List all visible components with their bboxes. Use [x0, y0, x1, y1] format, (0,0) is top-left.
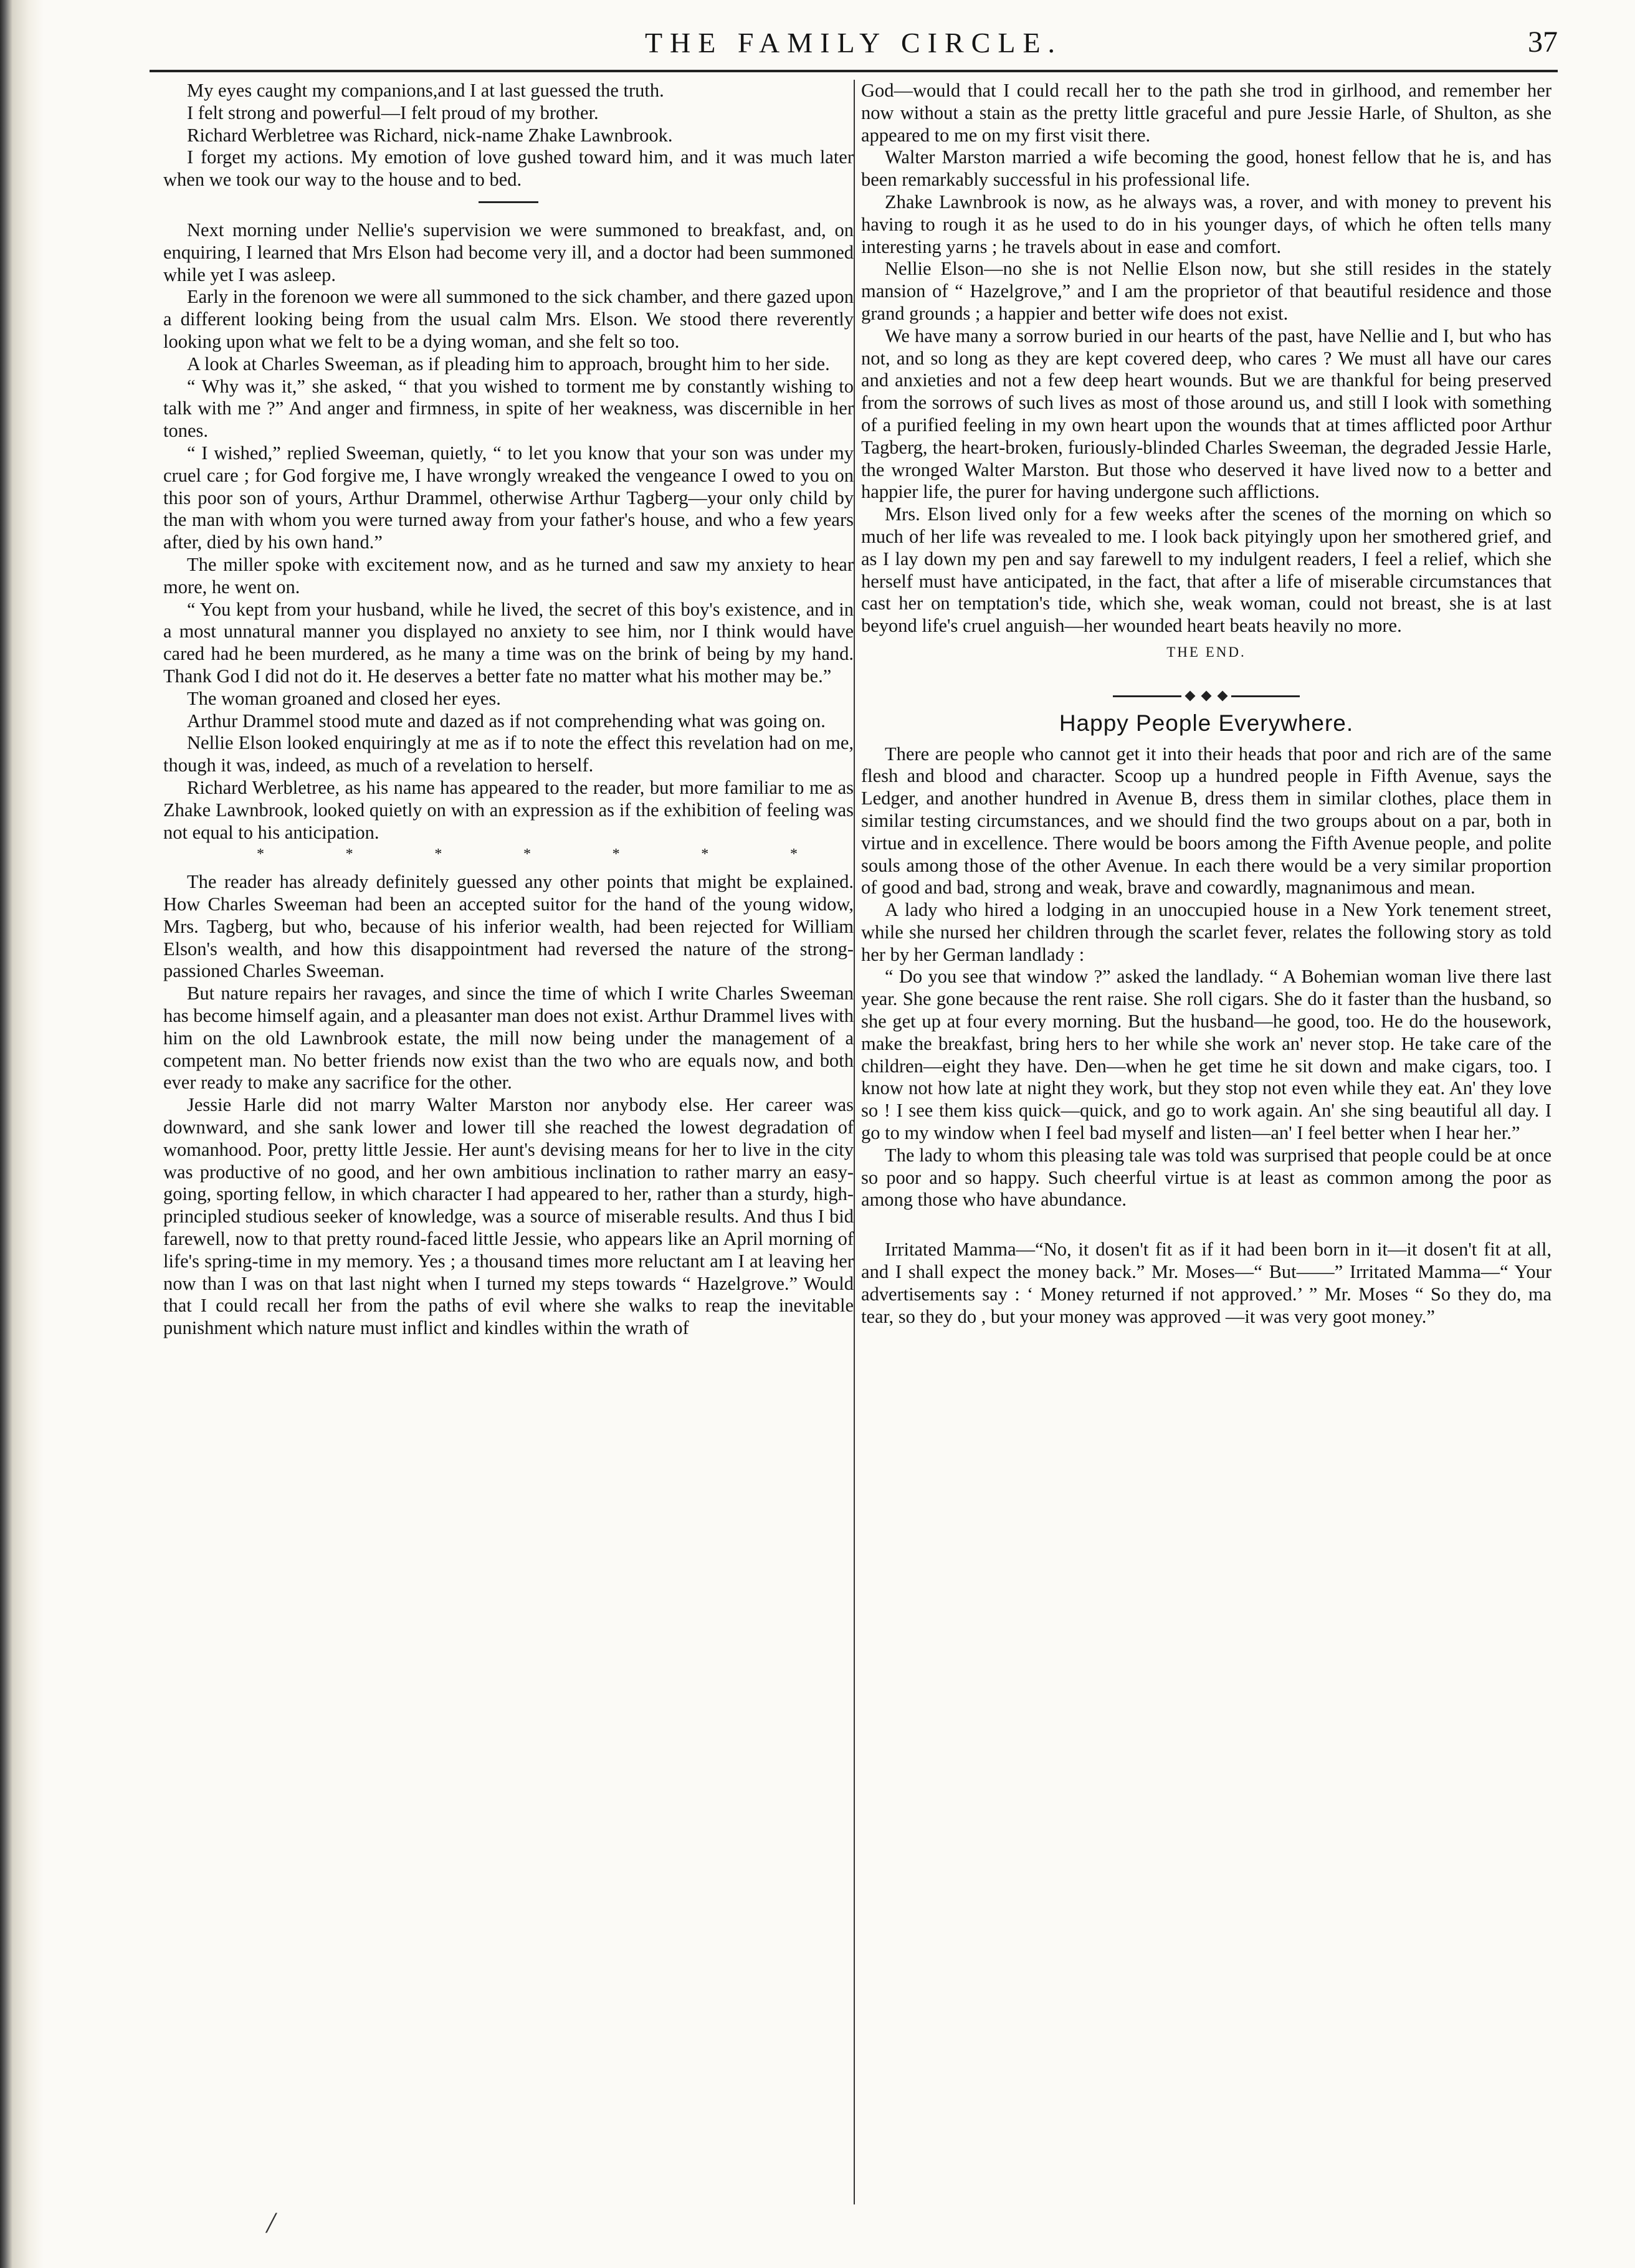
paragraph: Jessie Harle did not marry Walter Marston nor anybody else. Her career was downward, and she sank lower and lower till she reached the lowest degradation of womanhood. Poor, pretty little Jessie. Her aunt's devising means for her to live in the city was productive of no good, and her own ambitious inclination to rather marry an easy-going, sporting fellow, in which character I had appeared to her, rather than a sturdy, high-principled studious seeker of knowledge, was a source of miserable results. And thus I bid farewell, now to that pretty round-faced little Jessie, who appears like an April morning of life's spring-time in my memory. Yes ; a thousand times more reluctant am I at leaving her now than I was on that last night when I turned my steps towards “ Hazelgrove.” Would that I could recall her from the paths of evil where she walks to reap the inevitable punishment which nature must inflict and kindles within the wrath of: [163, 1094, 854, 1339]
ornament-divider: [1113, 692, 1300, 700]
paragraph: Irritated Mamma—“No, it dosen't fit as if it had been born in it—it dosen't fit at all, and I shall expect the money back.” Mr. Moses—“ But——” Irritated Mamma—“ Your advertisements say : ‘ Money returned if not approved.’ ” Mr. Moses “ So they do, ma tear, so they do , but your money was approved —it was very goot money.”: [861, 1239, 1552, 1327]
paragraph: The miller spoke with excitement now, and as he turned and saw my anxiety to hear more, he went on.: [163, 553, 854, 598]
paragraph: “ You kept from your husband, while he lived, the secret of this boy's existence, and in a most unnatural manner you displayed no anxiety to see him, nor I think would have cared had he been murdered, as he many a time was on the brink of being by my hand. Thank God I did not do it. He deserves a better fate no matter what his mother may be.”: [163, 598, 854, 687]
paragraph: I forget my actions. My emotion of love gushed toward him, and it was much later when we took our way to the house and to bed.: [163, 146, 854, 191]
paragraph: God—would that I could recall her to the path she trod in girlhood, and remember her now without a stain as the pretty little graceful and pure Jessie Harle, of Shulton, as she appeared to me on my first visit there.: [861, 80, 1552, 146]
paragraph: Next morning under Nellie's supervision we were summoned to breakfast, and, on enquiring, I learned that Mrs Elson had become very ill, and a doctor had been summoned while yet I was asleep.: [163, 219, 854, 285]
paragraph: There are people who cannot get it into their heads that poor and rich are of the same flesh and blood and character. Scoop up a hundred people in Fifth Avenue, says the Ledger, and another hundred in Avenue B, dress them in similar clothes, place them in similar testing circumstances, and we should find the two groups about on a par, both in virtue and in excellence. There would be boors among the Fifth Avenue people, and polite souls among those of the other Avenue. In each there would be a very similar proportion of good and bad, strong and weak, brave and cowardly, magnanimous and mean.: [861, 743, 1552, 898]
paragraph: My eyes caught my companions,and I at last guessed the truth.: [187, 80, 664, 101]
star: *: [789, 846, 798, 863]
section-rule: [479, 201, 538, 203]
column-rule: [854, 80, 855, 2204]
section-gap: [861, 1211, 1552, 1239]
paragraph: Mrs. Elson lived only for a few weeks after the scenes of the morning on which so much of her life was revealed to me. I look back pityingly upon her smothered grief, and as I lay down my pen and say farewell to my indulgent readers, I feel a relief, which she herself must have anticipated, in the fact, that after a life of miserable circumstances that cast her on temptation's tide, which she, weak woman, could not breast, she is at last beyond life's cruel anguish—her wounded heart beats heavily no more.: [861, 503, 1552, 637]
paragraph: The woman groaned and closed her eyes.: [187, 687, 501, 709]
paragraph: “ I wished,” replied Sweeman, quietly, “ to let you know that your son was under my cruel care ; for God forgive me, I have wrongly wreaked the vengeance I owed to you on this poor son of yours, Arthur Drammel, otherwise Arthur Tagberg—your only child by the man with whom you were turned away from your father's house, and who a few years after, died by his own hand.”: [163, 442, 854, 553]
paragraph: “ Do you see that window ?” asked the landlady. “ A Bohemian woman live there last year. She gone because the rent raise. She roll cigars. She do it faster than the husband, so she get up at four every morning. But the husband—he good, too. He do the housework, make the breakfast, bring hers to her while she work an' never stop. He take care of the children—eight they have. Den—when he get time he sit down and make cigars, too. I know not how late at night they work, but they stop not even while they eat. An' they love so ! I see them kiss quick—quick, and go to work again. An' she sing beautiful all day. I go to my window when I feel bad myself and listen—an' I feel better when I hear her.”: [861, 966, 1552, 1144]
paragraph: Richard Werbletree was Richard, nick-name Zhake Lawnbrook.: [187, 124, 673, 146]
star: *: [701, 846, 709, 863]
paragraph: Zhake Lawnbrook is now, as he always was, a rover, and with money to prevent his having to rough it as he used to do in his younger days, of which he often tells many interesting yarns ; he travels about in ease and comfort.: [861, 191, 1552, 257]
section-stars: [163, 846, 854, 862]
paragraph: Nellie Elson—no she is not Nellie Elson now, but she still resides in the stately mansion of “ Hazelgrove,” and I am the proprietor of that beautiful residence and those grand grounds ; a happier and better wife does not exist.: [861, 258, 1552, 324]
page-number: 37: [1528, 26, 1558, 59]
pencil-mark: /: [267, 2206, 275, 2239]
paragraph: A look at Charles Sweeman, as if pleading him to approach, brought him to her side.: [187, 353, 830, 374]
running-head: THE FAMILY CIRCLE.: [644, 27, 1063, 59]
left-column: [163, 80, 854, 2223]
paragraph: Richard Werbletree, as his name has appeared to the reader, but more familiar to me as Zhake Lawnbrook, looked quietly on with an expression as if the exhibition of feeling was not equal to his anticipation.: [163, 776, 854, 843]
star: *: [257, 846, 264, 863]
binding-gutter: [0, 0, 44, 2268]
paragraph: Early in the forenoon we were all summoned to the sick chamber, and there gazed upon a different looking being from the usual calm Mrs. Elson. We stood there reverently looking upon what we felt to be a dying woman, and she felt so too.: [163, 286, 854, 352]
star: *: [612, 846, 620, 863]
star: *: [434, 846, 442, 863]
article-title: Happy People Everywhere.: [1059, 710, 1354, 736]
paragraph: I felt strong and powerful—I felt proud of my brother.: [187, 102, 599, 123]
paragraph: A lady who hired a lodging in an unoccupied house in a New York tenement street, while she nursed her children through the scarlet fever, relates the following story as told her by her German landlady :: [861, 899, 1552, 965]
right-column: [861, 80, 1552, 2223]
paragraph: “ Why was it,” she asked, “ that you wished to torment me by constantly wishing to talk with me ?” And anger and firmness, in spite of her weakness, was discernible in her tones.: [163, 375, 854, 442]
star: *: [345, 846, 353, 863]
paragraph: The reader has already definitely guessed any other points that might be explained. How Charles Sweeman had been an accepted suitor for the hand of the young widow, Mrs. Tagberg, but who, because of his inferior wealth, had been rejected for William Elson's wealth, and how this disappointment had reversed the nature of the strong-passioned Charles Sweeman.: [163, 871, 854, 982]
the-end-mark: THE END.: [1166, 644, 1246, 660]
paragraph: We have many a sorrow buried in our hearts of the past, have Nellie and I, but who has not, and so long as they are kept covered deep, who cares ? We must all have our cares and anxieties and not a few deep heart wounds. But we are thankful for being preserved from the sorrows of such lives as most of those around us, and still I look with something of a purified feeling in my own heart upon the wounds that at times afflicted poor Arthur Tagberg, the heart-broken, furiously-blinded Charles Sweeman, the degraded Jessie Harle, the wronged Walter Marston. But those who deserved it have lived now to a better and happier life, the purer for having undergone such afflictions.: [861, 325, 1552, 503]
paragraph: Walter Marston married a wife becoming the good, honest fellow that he is, and has been remarkably successful in his professional life.: [861, 146, 1552, 191]
paragraph: Arthur Drammel stood mute and dazed as if not comprehending what was going on.: [187, 710, 826, 731]
paragraph: But nature repairs her ravages, and since the time of which I write Charles Sweeman has become himself again, and a pleasanter man does not exist. Arthur Drammel lives with him on the old Lawnbrook estate, the mill now being under the management of a competent man. No better friends now exist than the two who are equals now, and both ever ready to make any sacrifice for the other.: [163, 983, 854, 1094]
paragraph: The lady to whom this pleasing tale was told was surprised that people could be at once so poor and so happy. Such cheerful virtue is at least as common among the poor as among those who have abundance.: [861, 1144, 1552, 1211]
page-header: [150, 14, 1558, 72]
paragraph: Nellie Elson looked enquiringly at me as if to note the effect this revelation had on me, though it was, indeed, as much of a revelation to herself.: [163, 732, 854, 776]
star: *: [523, 846, 531, 863]
